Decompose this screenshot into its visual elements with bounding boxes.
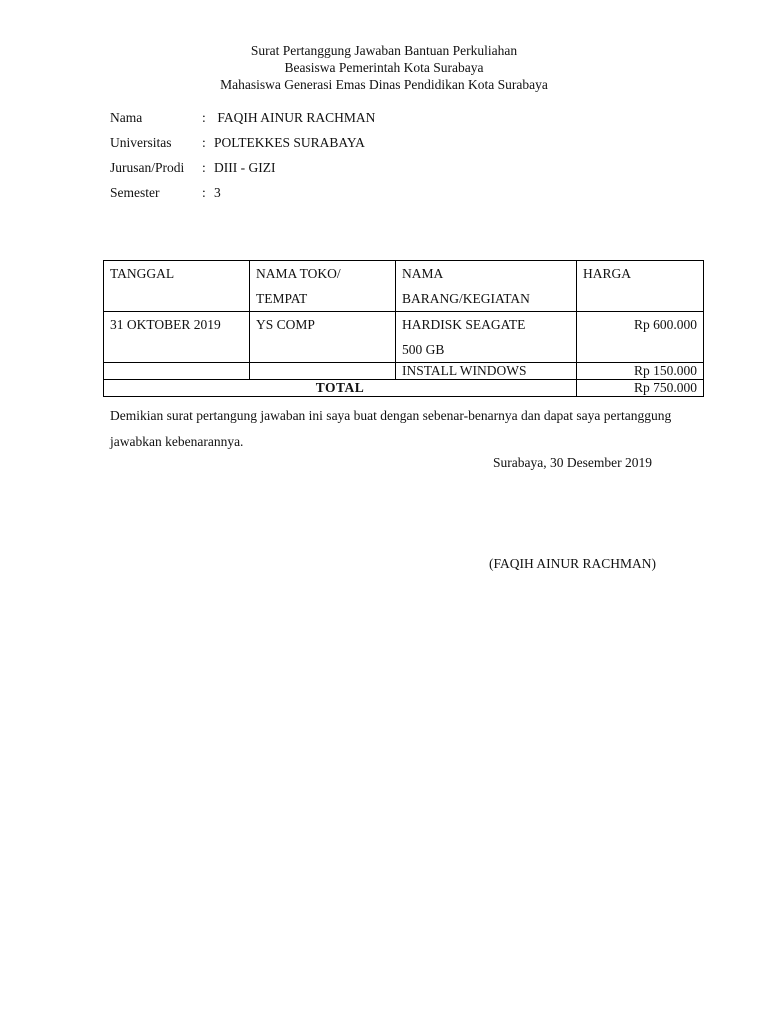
cell-barang-line2: 500 GB bbox=[402, 342, 445, 357]
column-header-tanggal: TANGGAL bbox=[104, 261, 250, 312]
table-header-row bbox=[104, 261, 704, 312]
cell-barang: INSTALL WINDOWS bbox=[396, 363, 577, 380]
info-value-jurusan: DIII - GIZI bbox=[214, 160, 276, 175]
cell-toko: YS COMP bbox=[250, 312, 396, 363]
table-row bbox=[104, 363, 704, 380]
info-separator: : bbox=[202, 185, 206, 200]
cell-barang bbox=[396, 312, 577, 363]
cell-toko bbox=[250, 363, 396, 380]
table-row bbox=[104, 312, 704, 363]
column-header-toko-line1: NAMA TOKO/ bbox=[256, 266, 341, 281]
column-header-toko bbox=[250, 261, 396, 312]
info-row-jurusan bbox=[110, 159, 375, 184]
table-total-row bbox=[104, 380, 704, 397]
info-row-universitas bbox=[110, 134, 375, 159]
info-row-semester bbox=[110, 184, 375, 209]
info-label: Jurusan/Prodi bbox=[110, 160, 185, 175]
cell-barang-line1: HARDISK SEAGATE bbox=[402, 317, 526, 332]
info-label: Nama bbox=[110, 110, 143, 125]
info-separator: : bbox=[202, 135, 206, 150]
expense-table bbox=[103, 260, 704, 397]
info-value-universitas: POLTEKKES SURABAYA bbox=[214, 135, 365, 150]
info-separator: : bbox=[202, 110, 206, 125]
info-value-nama: FAQIH AINUR RACHMAN bbox=[214, 110, 376, 125]
info-value-semester: 3 bbox=[214, 185, 221, 200]
header-title: Surat Pertanggung Jawaban Bantuan Perkuliahan bbox=[250, 43, 518, 58]
header-subtitle: Beasiswa Pemerintah Kota Surabaya bbox=[284, 60, 484, 75]
cell-tanggal bbox=[104, 363, 250, 380]
total-label: TOTAL bbox=[104, 380, 577, 397]
closing-statement: Demikian surat pertangung jawaban ini saya buat dengan sebenar-benarnya dan dapat saya pertanggung jawabkan kebenarannya. bbox=[110, 408, 672, 449]
document-header bbox=[0, 42, 768, 93]
cell-tanggal: 31 OKTOBER 2019 bbox=[104, 312, 250, 363]
info-label: Universitas bbox=[110, 135, 172, 150]
place-date: Surabaya, 30 Desember 2019 bbox=[493, 455, 652, 470]
info-row-nama bbox=[110, 109, 375, 134]
column-header-harga: HARGA bbox=[577, 261, 704, 312]
info-separator: : bbox=[202, 160, 206, 175]
info-label: Semester bbox=[110, 185, 160, 200]
cell-harga: Rp 600.000 bbox=[577, 312, 704, 363]
total-value: Rp 750.000 bbox=[577, 380, 704, 397]
header-subtitle-2: Mahasiswa Generasi Emas Dinas Pendidikan Kota Surabaya bbox=[220, 77, 548, 92]
cell-harga: Rp 150.000 bbox=[577, 363, 704, 380]
signature-name: (FAQIH AINUR RACHMAN) bbox=[489, 556, 657, 571]
student-info bbox=[110, 109, 375, 209]
column-header-barang bbox=[396, 261, 577, 312]
column-header-barang-line1: NAMA bbox=[402, 266, 444, 281]
column-header-toko-line2: TEMPAT bbox=[256, 291, 308, 306]
column-header-barang-line2: BARANG/KEGIATAN bbox=[402, 291, 530, 306]
